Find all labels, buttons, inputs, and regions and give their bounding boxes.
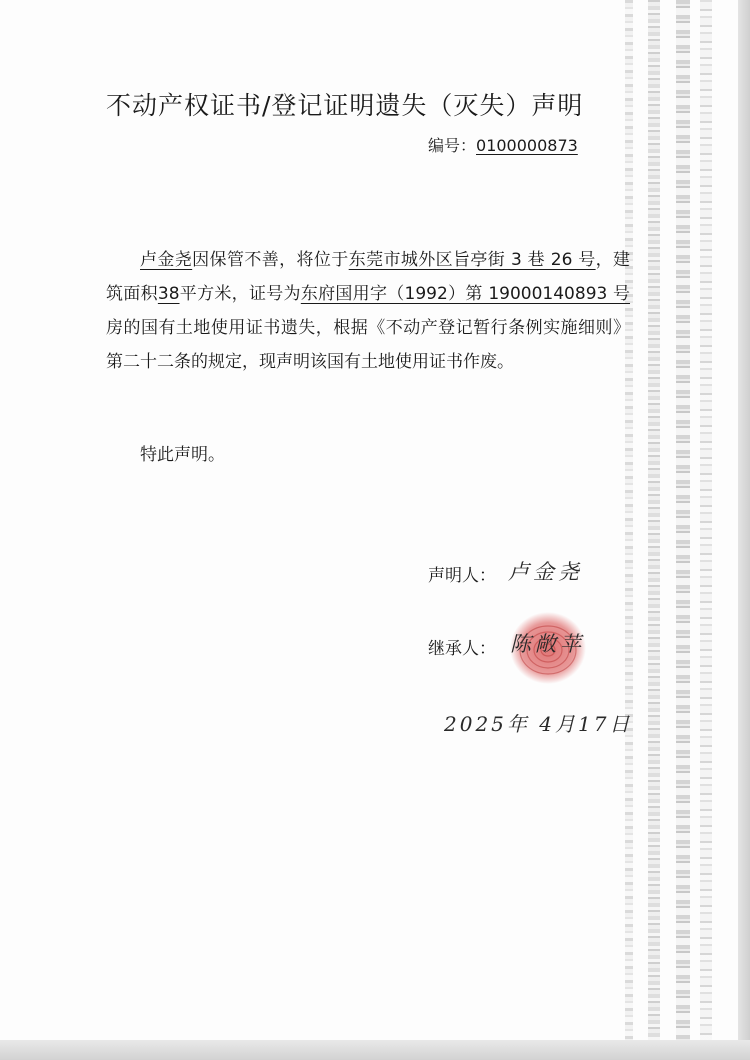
property-address: 东莞市城外区旨亭街 3 巷 26 号 [348, 250, 596, 270]
scan-artifact [625, 0, 633, 1060]
scan-artifact [676, 0, 690, 1060]
scan-artifact [738, 0, 750, 1060]
number-label: 编号： [428, 136, 477, 155]
certificate-number: 东府国用字（1992）第 19000140893 号 [300, 284, 631, 304]
scan-artifact [648, 0, 660, 1060]
body-text-2: ，建筑面积 [106, 250, 630, 304]
declarant-label: 声明人： [428, 566, 496, 586]
signature-date: 2025年 4月17日 [444, 712, 633, 736]
declarant-signature: 卢金尧 [508, 560, 583, 584]
declaration-body [106, 243, 630, 379]
page-title: 不动产权证书/登记证明遗失（灭失）声明 [106, 91, 584, 120]
building-area: 38 [157, 284, 180, 304]
number-value: 0100000873 [476, 136, 578, 155]
body-text-4: 房的国有土地使用证书遗失，根据《不动产登记暂行条例实施细则》第二十二条的规定，现声明该国有土地使用证书作废。 [106, 318, 630, 372]
closing-line: 特此声明。 [140, 445, 225, 465]
person-name: 卢金尧 [140, 250, 193, 270]
scan-bottom-edge [0, 1040, 750, 1060]
scan-artifact [700, 0, 712, 1060]
document-number [428, 133, 578, 156]
body-text-1: 因保管不善，将位于 [192, 250, 349, 270]
body-text-3: 平方米，证号为 [179, 284, 301, 304]
heir-label: 继承人： [428, 639, 496, 659]
heir-signature: 陈敞苹 [510, 632, 585, 656]
